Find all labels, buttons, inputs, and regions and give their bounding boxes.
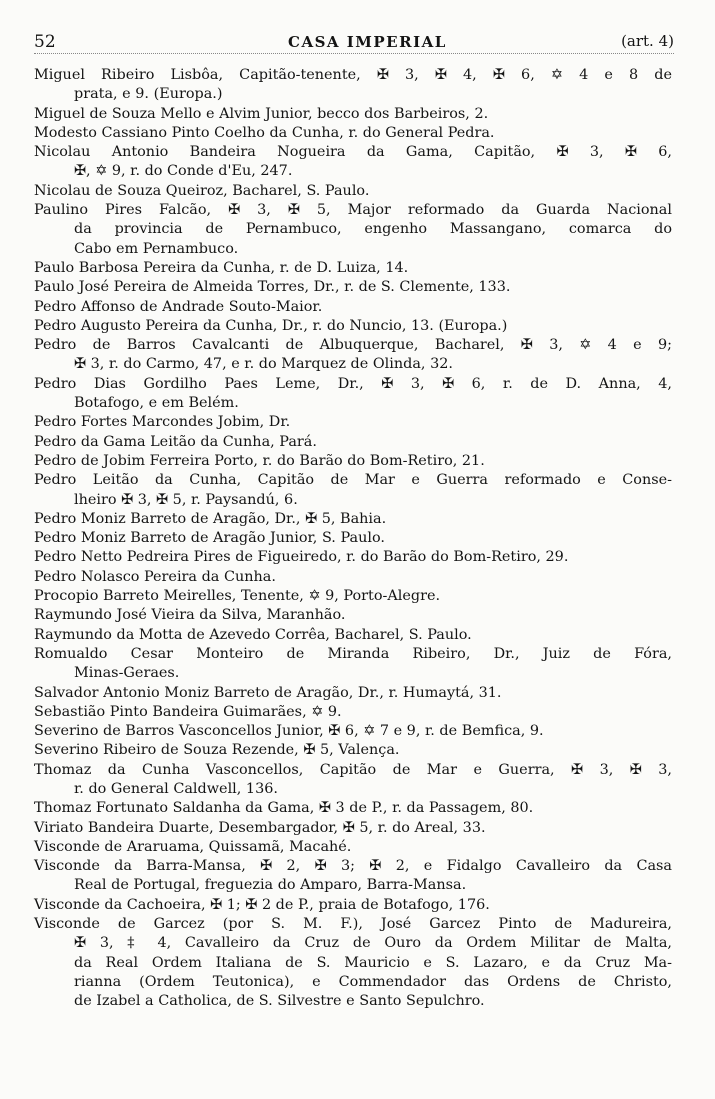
entry-line: Minas-Geraes. bbox=[74, 665, 180, 682]
page-number: 52 bbox=[34, 32, 56, 52]
entry-list bbox=[34, 66, 672, 1012]
entry-line: rianna (Ordem Teutonica), e Commendador das Ordens de Christo, bbox=[74, 973, 672, 990]
entry-line: Miguel Ribeiro Lisbôa, Capitão-tenente, ✠ 3, ✠ 4, ✠ 6, ✡ 4 e 8 de bbox=[34, 67, 672, 83]
entry-line: Pedro Affonso de Andrade Souto-Maior. bbox=[34, 298, 323, 315]
directory-entry bbox=[34, 66, 672, 105]
entry-line: ✠, ✡ 9, r. do Conde d'Eu, 247. bbox=[74, 163, 293, 180]
running-title: CASA IMPERIAL bbox=[288, 33, 447, 51]
directory-entry bbox=[34, 819, 672, 838]
entry-line: Thomaz da Cunha Vasconcellos, Capitão de Mar e Guerra, ✠ 3, ✠ 3, bbox=[34, 761, 672, 778]
entry-line: Pedro Dias Gordilho Paes Leme, Dr., ✠ 3, ✠ 6, r. de D. Anna, 4, bbox=[34, 375, 672, 392]
directory-entry bbox=[34, 896, 672, 915]
directory-entry bbox=[34, 857, 672, 896]
entry-line: Severino Ribeiro de Souza Rezende, ✠ 5, Valença. bbox=[34, 742, 400, 759]
directory-entry bbox=[34, 626, 672, 645]
entry-line: Procopio Barreto Meirelles, Tenente, ✡ 9, Porto-Alegre. bbox=[34, 588, 441, 605]
entry-line: Paulo José Pereira de Almeida Torres, Dr., r. de S. Clemente, 133. bbox=[34, 279, 511, 296]
entry-line: Raymundo da Motta de Azevedo Corrêa, Bacharel, S. Paulo. bbox=[34, 626, 472, 643]
entry-line: Pedro da Gama Leitão da Cunha, Pará. bbox=[34, 433, 317, 450]
entry-line: Thomaz Fortunato Saldanha da Gama, ✠ 3 de P., r. da Passagem, 80. bbox=[34, 800, 534, 817]
directory-entry bbox=[34, 548, 672, 567]
entry-line: Real de Portugal, freguezia do Amparo, Barra-Mansa. bbox=[74, 877, 467, 894]
directory-entry bbox=[34, 298, 672, 317]
entry-line: de Izabel a Catholica, de S. Silvestre e Santo Sepulchro. bbox=[74, 993, 485, 1010]
directory-entry bbox=[34, 143, 672, 182]
directory-entry bbox=[34, 182, 672, 201]
entry-line: Pedro Moniz Barreto de Aragão, Dr., ✠ 5, Bahia. bbox=[34, 510, 387, 527]
article-reference: (art. 4) bbox=[621, 32, 674, 50]
directory-entry bbox=[34, 433, 672, 452]
entry-line: Pedro Nolasco Pereira da Cunha. bbox=[34, 568, 276, 585]
directory-entry bbox=[34, 259, 672, 278]
entry-line: Pedro Netto Pedreira Pires de Figueiredo, r. do Barão do Bom-Retiro, 29. bbox=[34, 549, 569, 566]
entry-line: Nicolau Antonio Bandeira Nogueira da Gama, Capitão, ✠ 3, ✠ 6, bbox=[34, 144, 672, 161]
entry-line: Pedro Moniz Barreto de Aragão Junior, S. Paulo. bbox=[34, 530, 385, 547]
directory-entry bbox=[34, 201, 672, 259]
directory-entry bbox=[34, 703, 672, 722]
directory-entry bbox=[34, 645, 672, 684]
entry-line: Visconde de Araruama, Quissamã, Macahé. bbox=[34, 838, 352, 855]
directory-entry bbox=[34, 278, 672, 297]
entry-line: Pedro Leitão da Cunha, Capitão de Mar e Guerra reformado e Conse- bbox=[34, 472, 672, 489]
directory-entry bbox=[34, 722, 672, 741]
entry-line: lheiro ✠ 3, ✠ 5, r. Paysandú, 6. bbox=[74, 491, 298, 508]
directory-entry bbox=[34, 317, 672, 336]
directory-entry bbox=[34, 587, 672, 606]
directory-entry bbox=[34, 413, 672, 432]
entry-line: Raymundo José Vieira da Silva, Maranhão. bbox=[34, 607, 346, 624]
entry-line: Visconde de Garcez (por S. M. F.), José Garcez Pinto de Madureira, bbox=[34, 916, 672, 933]
entry-line: Pedro Fortes Marcondes Jobim, Dr. bbox=[34, 414, 291, 431]
entry-line: da provincia de Pernambuco, engenho Massangano, comarca do bbox=[74, 221, 672, 238]
entry-line: Visconde da Barra-Mansa, ✠ 2, ✠ 3; ✠ 2, e Fidalgo Cavalleiro da Casa bbox=[34, 858, 672, 875]
entry-line: Pedro de Barros Cavalcanti de Albuquerque, Bacharel, ✠ 3, ✡ 4 e 9; bbox=[34, 337, 672, 354]
directory-entry bbox=[34, 684, 672, 703]
entry-line: Cabo em Pernambuco. bbox=[74, 240, 239, 257]
entry-line: Romualdo Cesar Monteiro de Miranda Ribeiro, Dr., Juiz de Fóra, bbox=[34, 645, 672, 662]
directory-entry bbox=[34, 568, 672, 587]
directory-entry bbox=[34, 471, 672, 510]
entry-line: Miguel de Souza Mello e Alvim Junior, becco dos Barbeiros, 2. bbox=[34, 105, 489, 122]
header-rule bbox=[34, 53, 674, 54]
directory-entry bbox=[34, 529, 672, 548]
entry-line: da Real Ordem Italiana de S. Mauricio e S. Lazaro, e da Cruz Ma- bbox=[74, 954, 672, 971]
entry-line: Viriato Bandeira Duarte, Desembargador, ✠ 5, r. do Areal, 33. bbox=[34, 819, 486, 836]
entry-line: ✠ 3, ‡ 4, Cavalleiro da Cruz de Ouro da Ordem Militar de Malta, bbox=[74, 935, 672, 952]
entry-line: Pedro Augusto Pereira da Cunha, Dr., r. do Nuncio, 13. (Europa.) bbox=[34, 317, 508, 334]
entry-line: Severino de Barros Vasconcellos Junior, ✠ 6, ✡ 7 e 9, r. de Bemfica, 9. bbox=[34, 723, 544, 740]
directory-entry bbox=[34, 606, 672, 625]
directory-entry bbox=[34, 915, 672, 1011]
entry-line: Botafogo, e em Belém. bbox=[74, 395, 239, 412]
entry-line: Nicolau de Souza Queiroz, Bacharel, S. Paulo. bbox=[34, 182, 370, 199]
entry-line: Visconde da Cachoeira, ✠ 1; ✠ 2 de P., praia de Botafogo, 176. bbox=[34, 896, 490, 913]
entry-line: Paulino Pires Falcão, ✠ 3, ✠ 5, Major reformado da Guarda Nacional bbox=[34, 202, 672, 219]
directory-entry bbox=[34, 741, 672, 760]
page-header bbox=[34, 28, 674, 54]
directory-entry bbox=[34, 105, 672, 124]
directory-entry bbox=[34, 336, 672, 375]
entry-line: prata, e 9. (Europa.) bbox=[74, 86, 223, 103]
entry-line: Sebastião Pinto Bandeira Guimarães, ✡ 9. bbox=[34, 703, 342, 720]
directory-entry bbox=[34, 510, 672, 529]
directory-entry bbox=[34, 761, 672, 800]
entry-line: r. do General Caldwell, 136. bbox=[74, 780, 278, 797]
directory-entry bbox=[34, 375, 672, 414]
entry-line: Modesto Cassiano Pinto Coelho da Cunha, r. do General Pedra. bbox=[34, 124, 495, 141]
directory-entry bbox=[34, 124, 672, 143]
directory-entry bbox=[34, 452, 672, 471]
entry-line: ✠ 3, r. do Carmo, 47, e r. do Marquez de Olinda, 32. bbox=[74, 356, 453, 373]
directory-entry bbox=[34, 838, 672, 857]
entry-line: Pedro de Jobim Ferreira Porto, r. do Barão do Bom-Retiro, 21. bbox=[34, 452, 485, 469]
entry-line: Paulo Barbosa Pereira da Cunha, r. de D. Luiza, 14. bbox=[34, 259, 409, 276]
entry-line: Salvador Antonio Moniz Barreto de Aragão, Dr., r. Humaytá, 31. bbox=[34, 684, 502, 701]
directory-entry bbox=[34, 799, 672, 818]
